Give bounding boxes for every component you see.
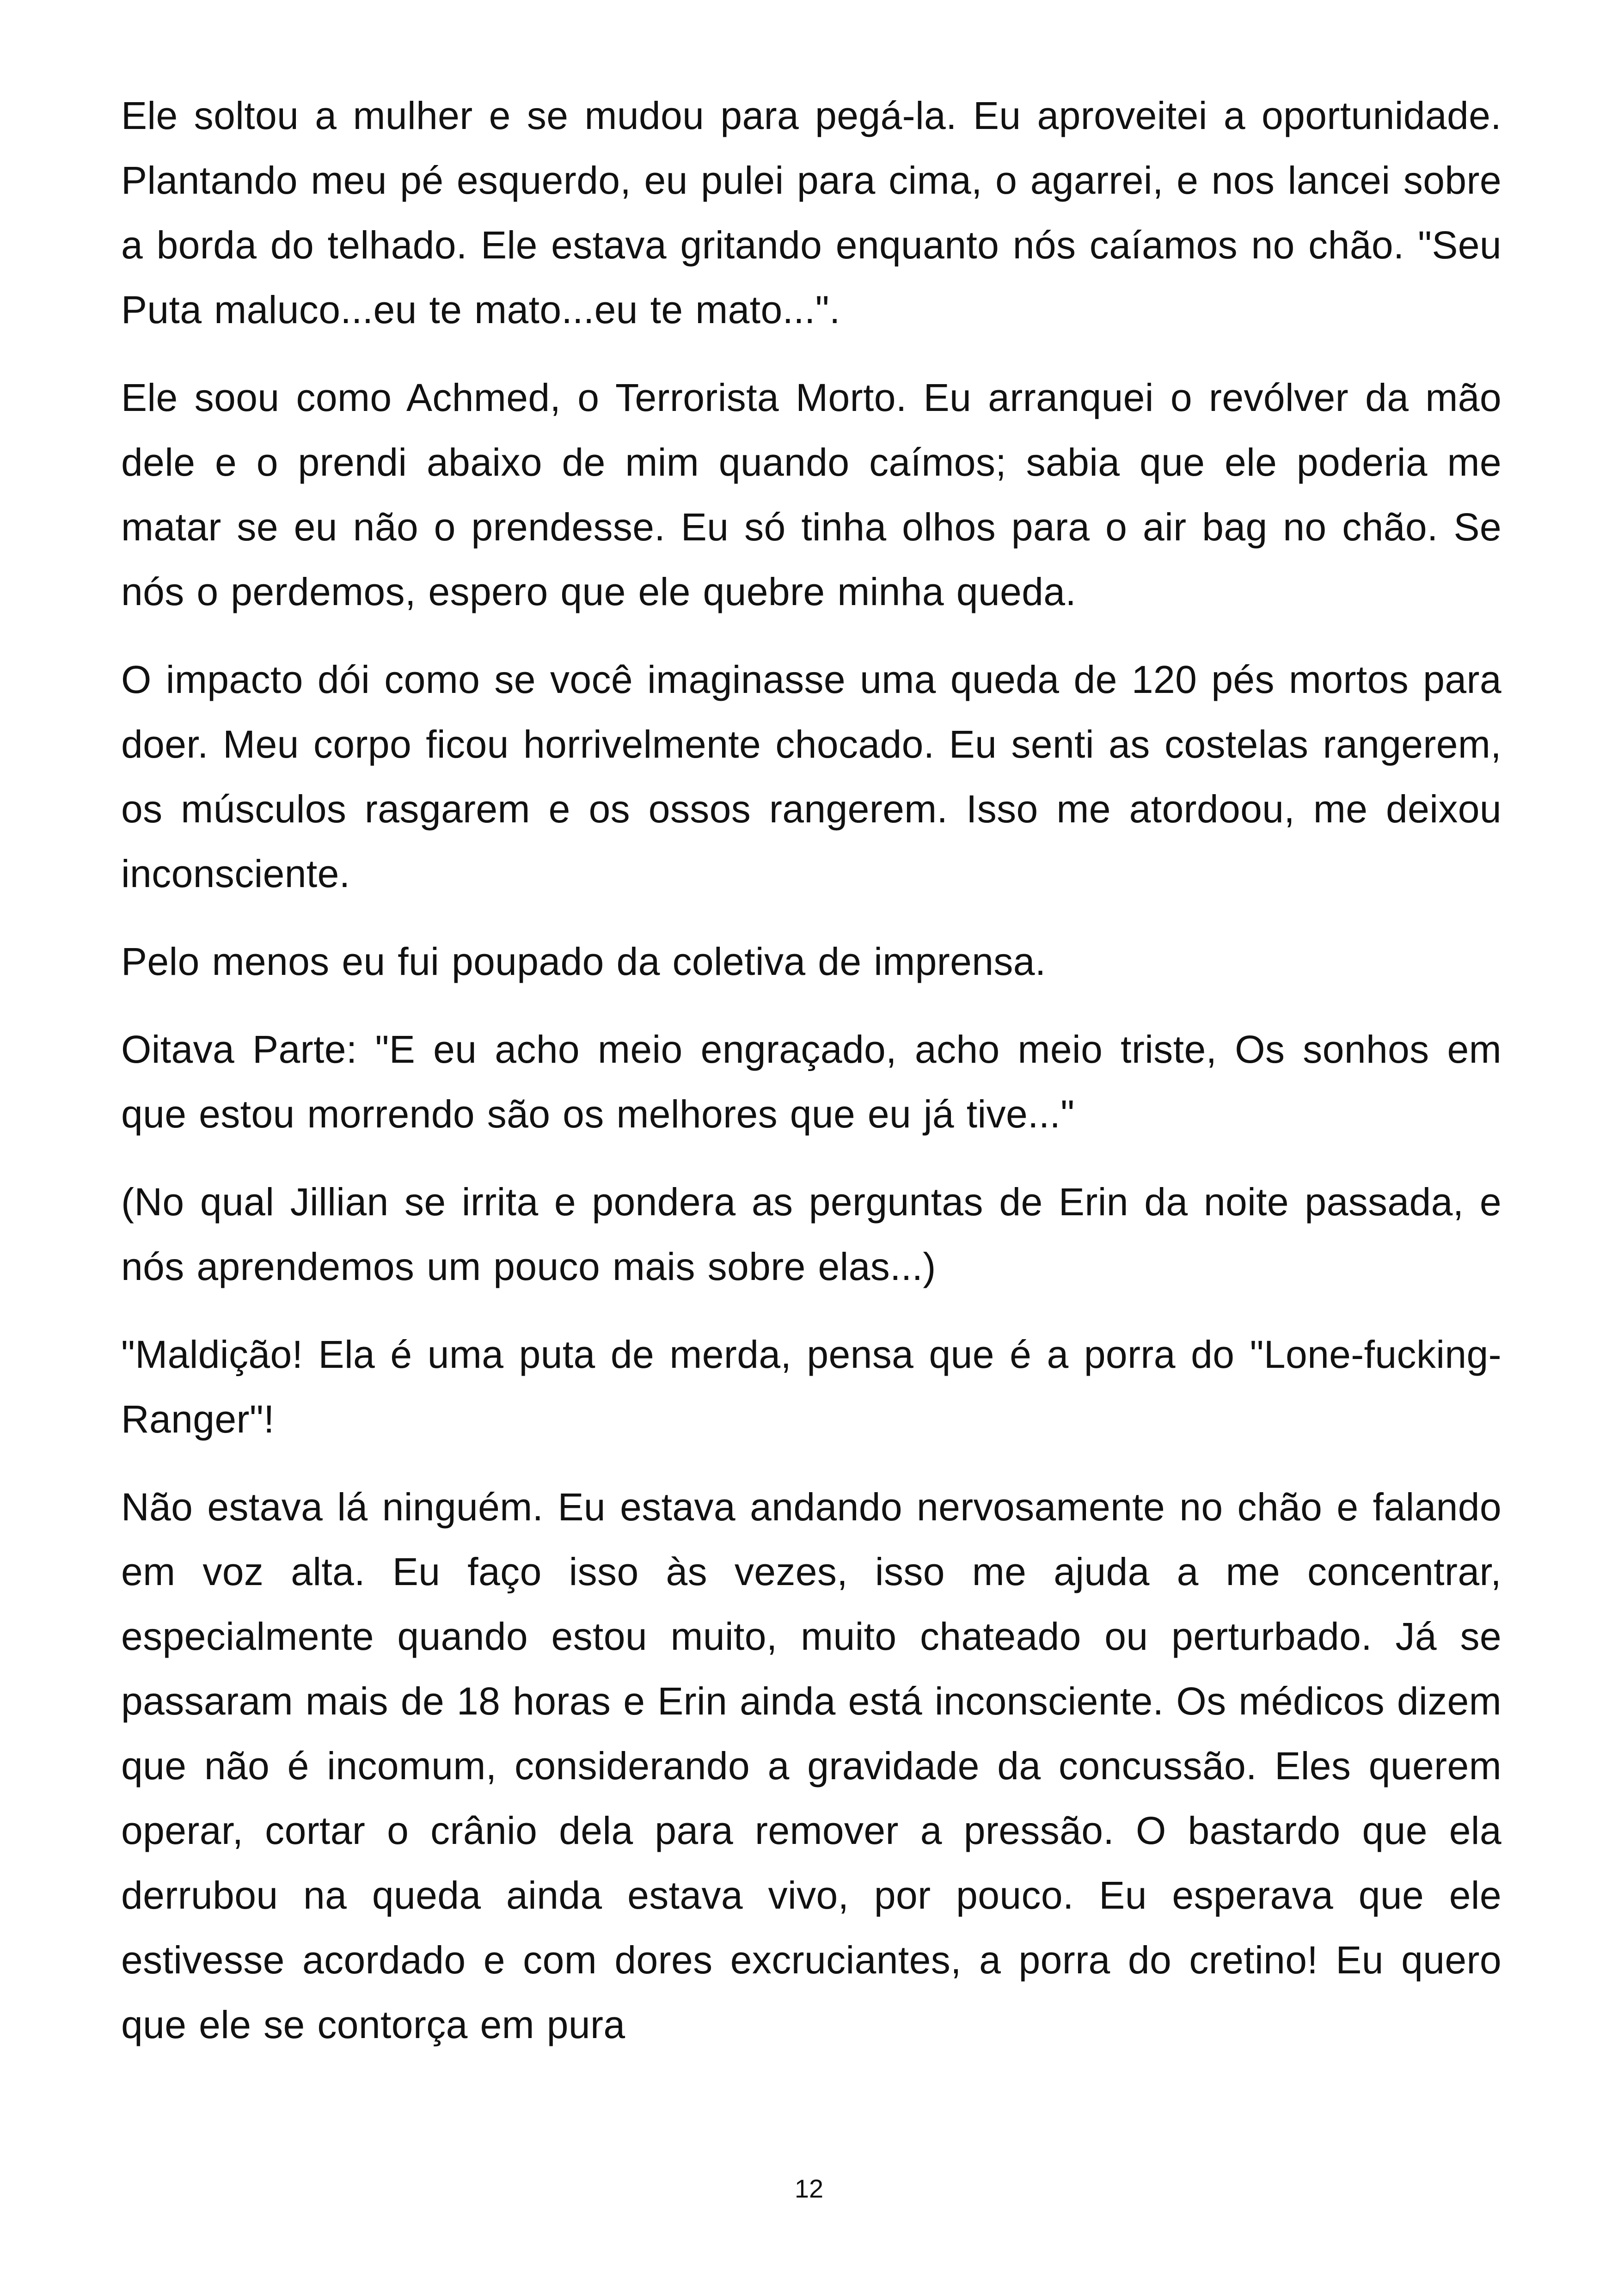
paragraph-1: Ele soltou a mulher e se mudou para pegá-la. Eu aproveitei a oportunidade. Plantando meu pé esquerdo, eu pulei para cima, o agarrei, e nos lancei sobre a borda do telhado. Ele estava gritando enquanto nós caíamos no chão. "Seu Puta maluco...eu te mato...eu te mato...". (121, 94, 1502, 331)
paragraph-5-chapter-heading: Oitava Parte: "E eu acho meio engraçado, acho meio triste, Os sonhos em que estou morrendo são os melhores que eu já tive..." (121, 1028, 1502, 1136)
paragraph-8: Não estava lá ninguém. Eu estava andando nervosamente no chão e falando em voz alta. Eu faço isso às vezes, isso me ajuda a me concentrar, especialmente quando estou muito, muito chateado ou perturbado. Já se passaram mais de 18 horas e Erin ainda está inconsciente. Os médicos dizem que não é incomum, considerando a gravidade da concussão. Eles querem operar, cortar o crânio dela para remover a pressão. O bastardo que ela derrubou na queda ainda estava vivo, por pouco. Eu esperava que ele estivesse acordado e com dores excruciantes, a porra do cretino! Eu quero que ele se contorça em pura (121, 1485, 1502, 2046)
paragraph-6-chapter-summary: (No qual Jillian se irrita e pondera as perguntas de Erin da noite passada, e nós aprendemos um pouco mais sobre elas...) (121, 1180, 1502, 1288)
page-number: 12 (794, 2174, 824, 2203)
document-body (121, 83, 1502, 2080)
paragraph-2: Ele soou como Achmed, o Terrorista Morto. Eu arranquei o revólver da mão dele e o prendi abaixo de mim quando caímos; sabia que ele poderia me matar se eu não o prendesse. Eu só tinha olhos para o air bag no chão. Se nós o perdemos, espero que ele quebre minha queda. (121, 376, 1502, 613)
paragraph-7: "Maldição! Ela é uma puta de merda, pensa que é a porra do "Lone-fucking-Ranger"! (121, 1333, 1502, 1441)
paragraph-4: Pelo menos eu fui poupado da coletiva de imprensa. (121, 940, 1046, 983)
paragraph-3: O impacto dói como se você imaginasse uma queda de 120 pés mortos para doer. Meu corpo ficou horrivelmente chocado. Eu senti as costelas rangerem, os músculos rasgarem e os ossos rangerem. Isso me atordoou, me deixou inconsciente. (121, 658, 1502, 895)
